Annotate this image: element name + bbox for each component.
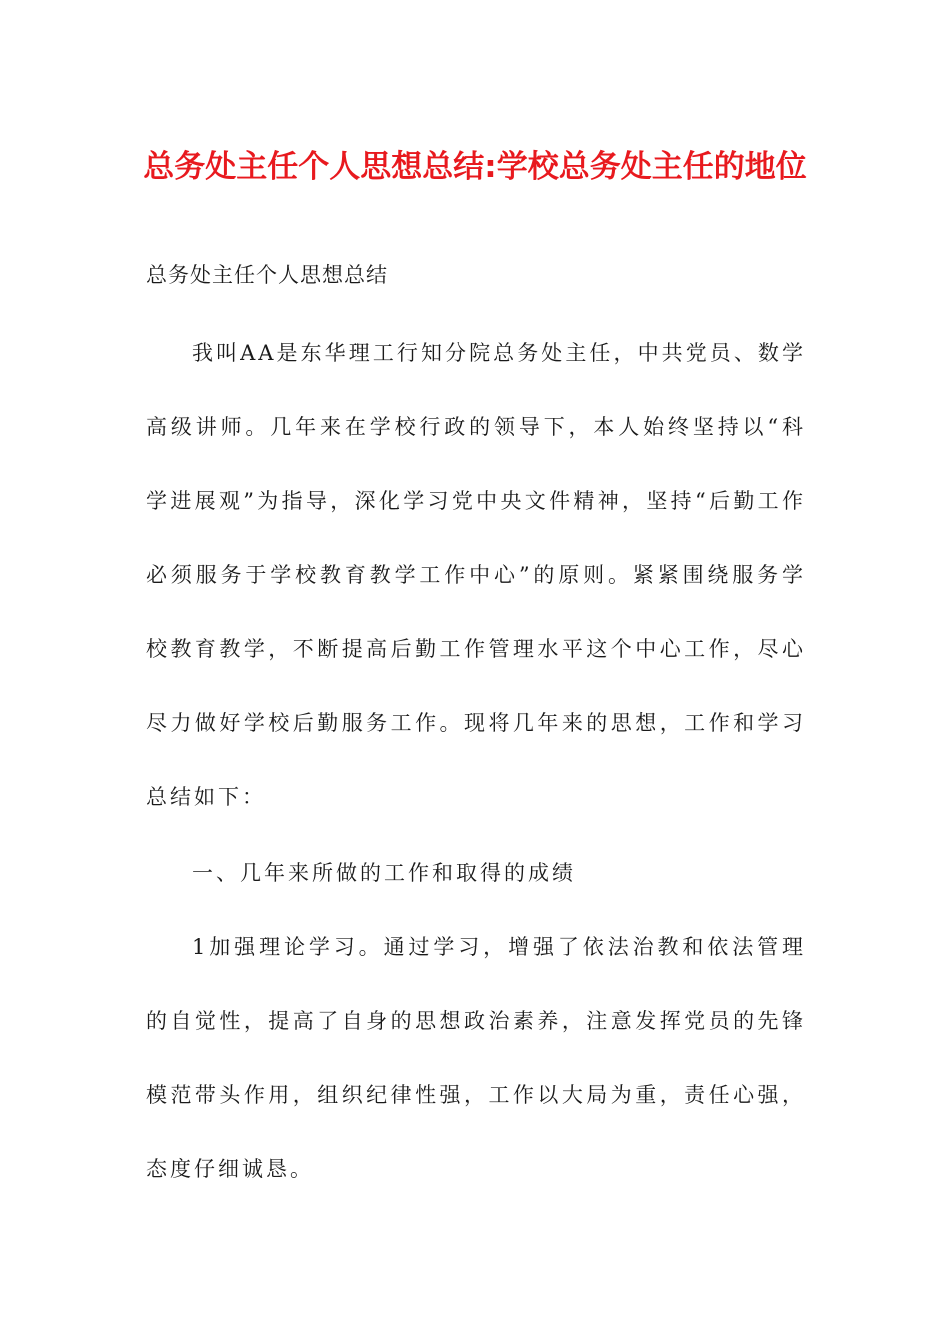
document-subtitle: 总务处主任个人思想总结 bbox=[146, 263, 388, 287]
section-heading-achievements: 一、几年来所做的工作和取得的成绩 bbox=[192, 861, 576, 885]
paragraph-theory-study: 1加强理论学习。通过学习，增强了依法治教和依法管理的自觉性，提高了自身的思想政治素养，注意发挥党员的先锋模范带头作用，组织纪律性强，工作以大局为重，责任心强，态度仔细诚恳。 bbox=[146, 935, 806, 1181]
document-title: 总务处主任个人思想总结:学校总务处主任的地位 bbox=[143, 149, 807, 185]
paragraph-intro: 我叫AA是东华理工行知分院总务处主任，中共党员、数学高级讲师。几年来在学校行政的领导下，本人始终坚持以“科学进展观”为指导，深化学习党中央文件精神，坚持“后勤工作必须服务于学校教育教学工作中心”的原则。紧紧围绕服务学校教育教学，不断提高后勤工作管理水平这个中心工作，尽心尽力做好学校后勤服务工作。现将几年来的思想，工作和学习总结如下： bbox=[146, 341, 806, 809]
